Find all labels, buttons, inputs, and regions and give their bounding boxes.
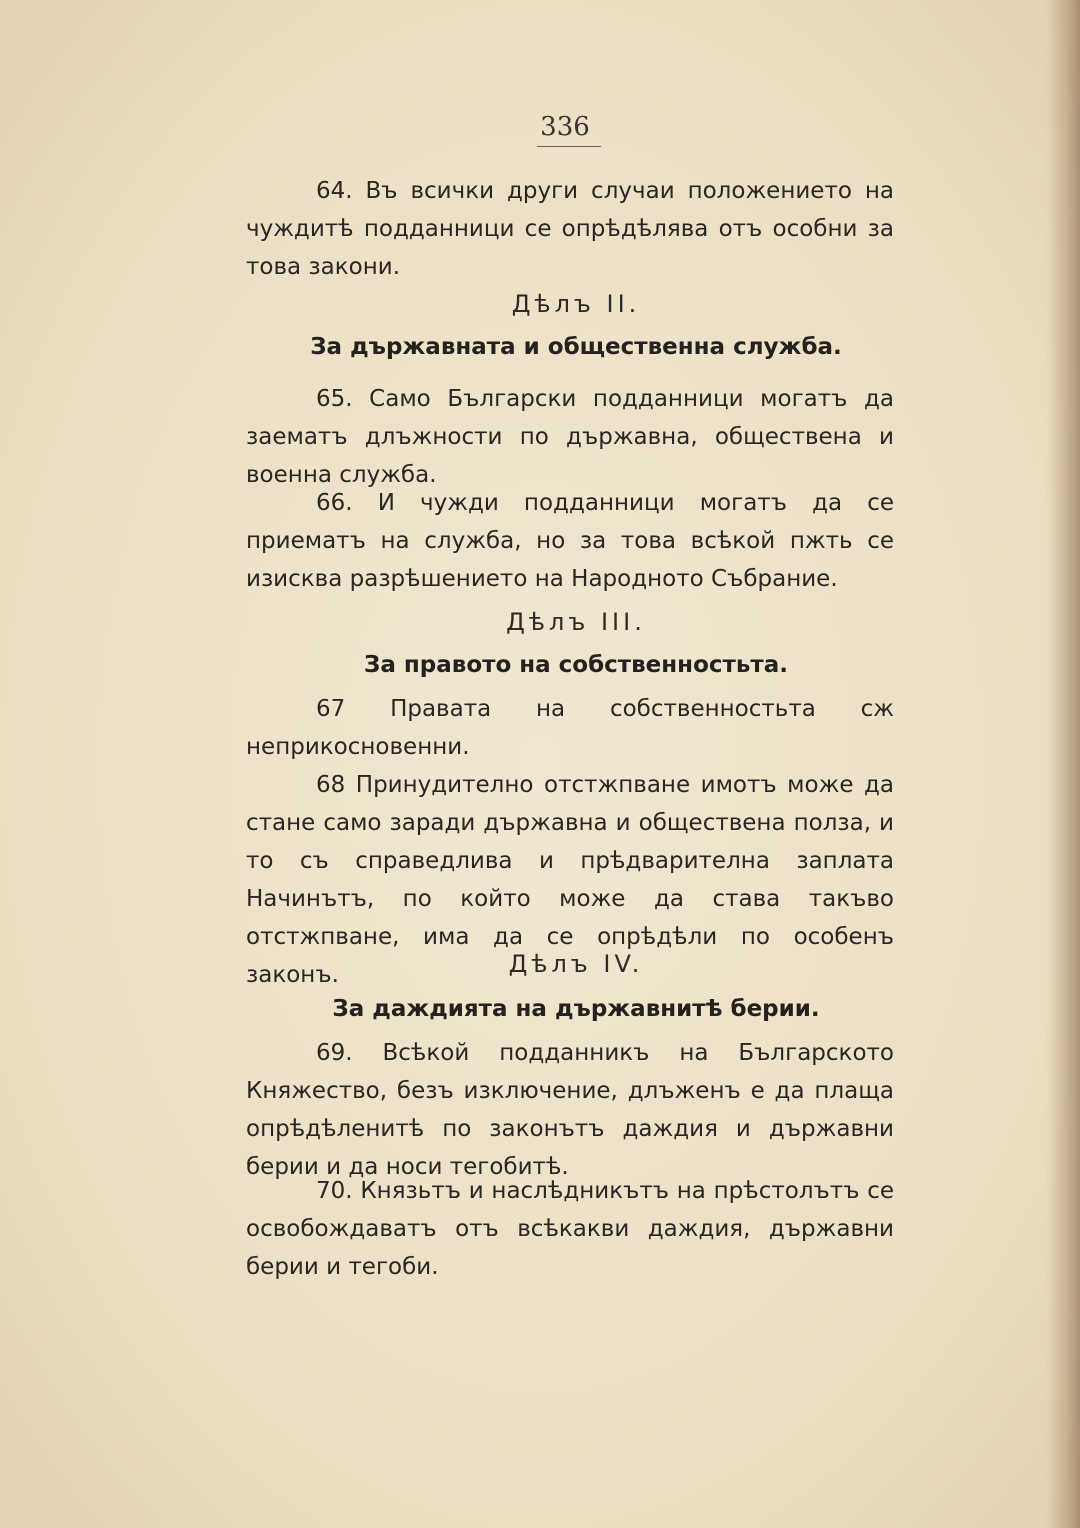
page-edge-shadow bbox=[1046, 0, 1080, 1528]
section-heading-4: Дѣлъ IV. bbox=[508, 950, 644, 978]
article-69: 69. Всѣкой подданникъ на Българското Княжество, безъ изключение, длъженъ е да плаща опрѣдѣленитѣ по законътъ даждия и държавни берии и да носи тегобитѣ. bbox=[246, 1040, 894, 1180]
section-title-4: За даждията на държавнитѣ берии. bbox=[332, 996, 820, 1022]
page-number-rule bbox=[537, 146, 601, 147]
article-65: 65. Само Български подданници могатъ да заематъ длъжности по държавна, обществена и военна служба. bbox=[246, 386, 894, 488]
section-title-2: За държавната и общественна служба. bbox=[310, 334, 842, 360]
article-67: 67 Правата на собственностьта сж неприкосновенни. bbox=[246, 696, 894, 760]
page-number: 336 bbox=[540, 112, 590, 142]
article-68: 68 Принудително отстжпване имотъ може да стане само заради държавна и обществена полза, и то съ справедлива и прѣдварителна заплата Начинътъ, по който може да става такъво отстжпване, има да се опрѣдѣли по особенъ законъ. bbox=[246, 772, 894, 988]
article-64: 64. Въ всички други случаи положението на чуждитѣ подданници се опрѣдѣлява отъ особни за това закони. bbox=[246, 178, 894, 280]
section-title-3: За правото на собственностьта. bbox=[364, 652, 788, 678]
article-70: 70. Князьтъ и наслѣдникътъ на прѣстолътъ се освобождаватъ отъ всѣкакви даждия, държавни берии и тегоби. bbox=[246, 1178, 894, 1280]
section-heading-2: Дѣлъ II. bbox=[511, 290, 641, 318]
article-66: 66. И чужди подданници могатъ да се приематъ на служба, но за това всѣкой пжть се изисква разрѣшението на Народното Събрание. bbox=[246, 490, 894, 592]
section-heading-3: Дѣлъ III. bbox=[506, 608, 646, 636]
